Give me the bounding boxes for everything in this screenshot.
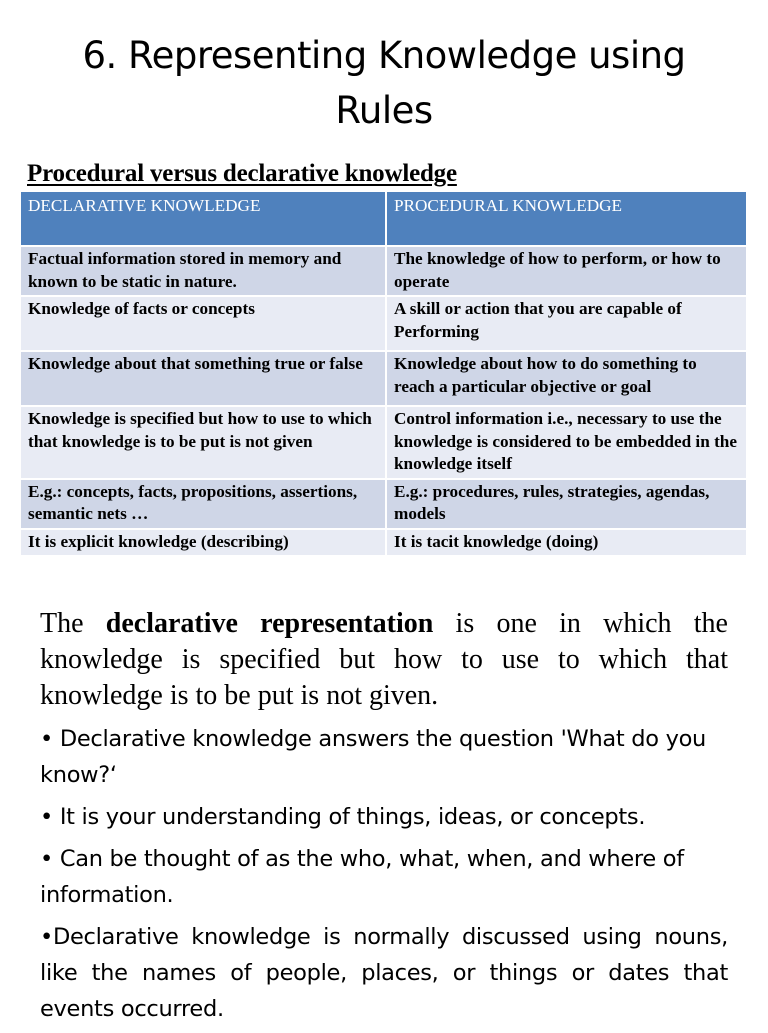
page-title-line-2: Rules [335, 89, 433, 132]
cell-procedural: Knowledge about how to do something to reach a particular objective or goal [386, 351, 747, 406]
bullet-item: • Declarative knowledge answers the question 'What do you know?‘ [40, 726, 707, 788]
table-header-row [20, 191, 747, 246]
cell-declarative: E.g.: concepts, facts, propositions, assertions, semantic nets … [20, 479, 386, 529]
knowledge-comparison-table [19, 190, 748, 557]
bullet-item: •Declarative knowledge is normally discussed using nouns, like the names of people, places, or things or dates that events occurred. [40, 924, 728, 1022]
section-subtitle: Procedural versus declarative knowledge [27, 160, 457, 187]
cell-declarative: Knowledge of facts or concepts [20, 296, 386, 351]
table-row [20, 351, 747, 406]
cell-procedural: Control information i.e., necessary to use the knowledge is considered to be embedded in the knowledge itself [386, 406, 747, 479]
cell-declarative: Knowledge is specified but how to use to which that knowledge is to be put is not given [20, 406, 386, 479]
table-row [20, 406, 747, 479]
header-procedural: PROCEDURAL KNOWLEDGE [386, 191, 747, 246]
paragraph-suffix: is one in which the knowledge is specified but how to use to which that knowledge is to be put is not given. [40, 608, 728, 711]
bullet-list [40, 721, 728, 1033]
paragraph-bold-term: declarative representation [105, 608, 434, 639]
bullet-item: • Can be thought of as the who, what, when, and where of information. [40, 846, 684, 908]
cell-declarative: Factual information stored in memory and known to be static in nature. [20, 246, 386, 296]
header-declarative: DECLARATIVE KNOWLEDGE [20, 191, 386, 246]
paragraph-prefix: The [40, 608, 106, 639]
cell-procedural: A skill or action that you are capable of Performing [386, 296, 747, 351]
declarative-representation-paragraph [40, 606, 728, 714]
bullet-item: • It is your understanding of things, ideas, or concepts. [40, 804, 646, 830]
table-row [20, 296, 747, 351]
page-title [0, 28, 768, 138]
table-row [20, 479, 747, 529]
cell-procedural: The knowledge of how to perform, or how to operate [386, 246, 747, 296]
table-row [20, 529, 747, 557]
page-title-line-1: 6. Representing Knowledge using [82, 34, 686, 77]
cell-procedural: E.g.: procedures, rules, strategies, agendas, models [386, 479, 747, 529]
cell-declarative: It is explicit knowledge (describing) [20, 529, 386, 557]
cell-declarative: Knowledge about that something true or false [20, 351, 386, 406]
cell-procedural: It is tacit knowledge (doing) [386, 529, 747, 557]
table-row [20, 246, 747, 296]
